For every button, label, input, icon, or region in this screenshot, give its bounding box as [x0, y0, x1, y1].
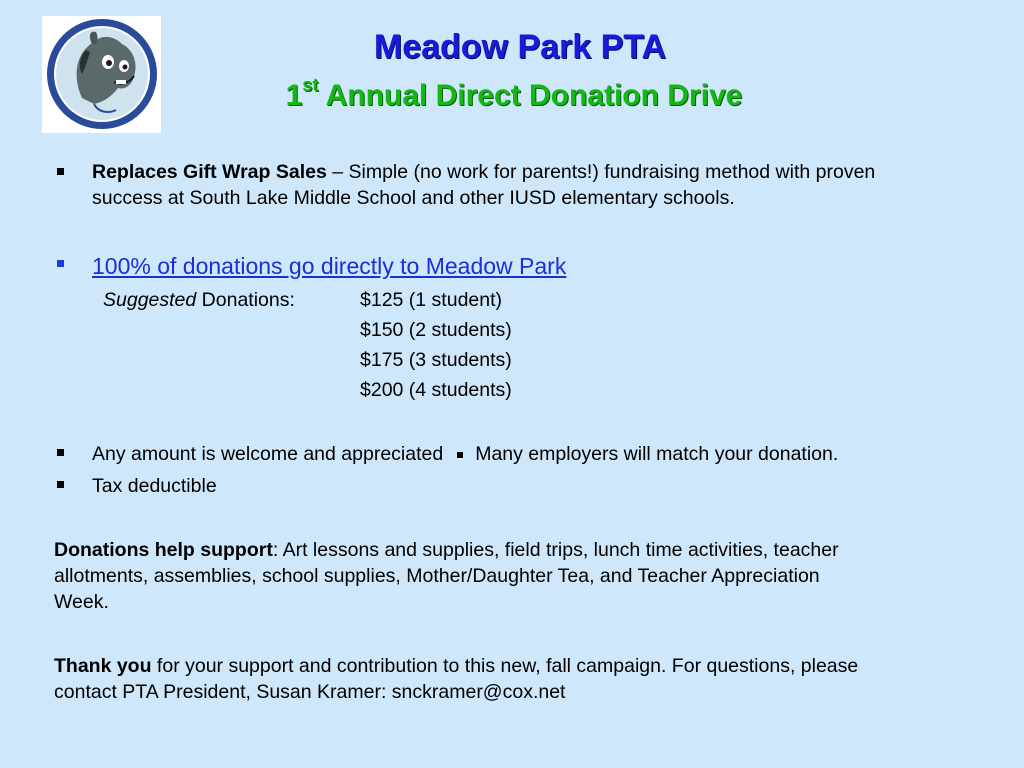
- donations-link[interactable]: 100% of donations go directly to Meadow Park: [92, 253, 567, 279]
- page-subtitle: 1st Annual Direct Donation Drive: [285, 75, 743, 112]
- bullet-3: Any amount is welcome and appreciated Many employers will match your donation.: [92, 443, 839, 465]
- bullet-square-icon: [57, 449, 64, 456]
- inline-bullet-icon: [457, 452, 463, 458]
- bullet-1-line-2: success at South Lake Middle School and other IUSD elementary schools.: [92, 187, 735, 209]
- bullet-4: Tax deductible: [92, 475, 217, 497]
- donation-amount: $125 (1 student): [360, 289, 503, 311]
- bullet-square-icon: [57, 481, 64, 488]
- donation-amount: $150 (2 students): [360, 319, 512, 341]
- thanks-line-2: contact PTA President, Susan Kramer: snckramer@cox.net: [54, 681, 566, 703]
- donation-amount: $200 (4 students): [360, 379, 512, 401]
- support-line-2: allotments, assemblies, school supplies, Mother/Daughter Tea, and Teacher Appreciation: [54, 565, 820, 587]
- thanks-line-1: Thank you for your support and contribution to this new, fall campaign. For questions, please: [54, 655, 859, 677]
- bullet-1-line-1: Replaces Gift Wrap Sales – Simple (no work for parents!) fundraising method with proven: [92, 161, 876, 183]
- donation-amount: $175 (3 students): [360, 349, 512, 371]
- bullet-square-icon: [57, 168, 64, 175]
- support-line-3: Week.: [54, 591, 109, 613]
- suggested-label: Suggested Donations:: [103, 289, 295, 311]
- bullet-square-icon: [57, 260, 64, 267]
- support-line-1: Donations help support: Art lessons and supplies, field trips, lunch time activities, teacher: [54, 539, 839, 561]
- page-title: Meadow Park PTA: [373, 28, 667, 66]
